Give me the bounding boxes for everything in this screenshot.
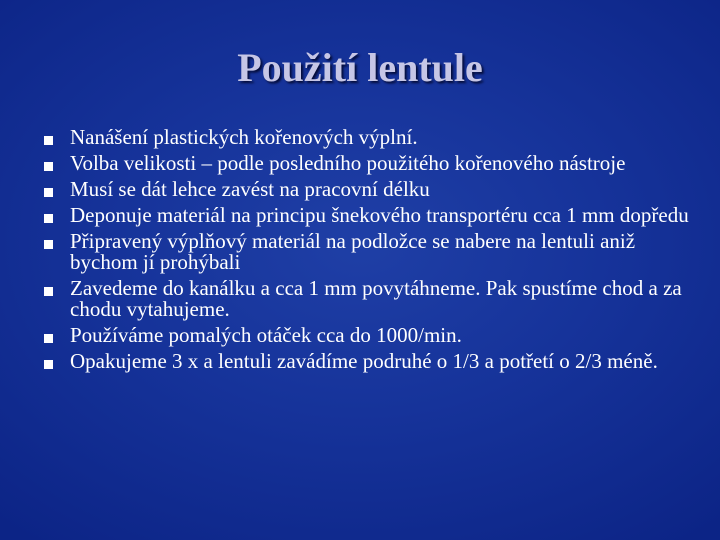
list-item <box>42 231 692 273</box>
square-bullet-icon <box>44 287 53 296</box>
square-bullet-icon <box>44 136 53 145</box>
bullet-text: Volba velikosti – podle posledního použitého kořenového nástroje <box>70 151 626 175</box>
list-item <box>42 205 692 226</box>
bullet-text: Deponuje materiál na principu šnekového transportéru cca 1 mm dopředu <box>70 203 689 227</box>
square-bullet-icon <box>44 334 53 343</box>
bullet-text: Musí se dát lehce zavést na pracovní délku <box>70 177 430 201</box>
bullet-text: Používáme pomalých otáček cca do 1000/min. <box>70 323 462 347</box>
bullet-text: Připravený výplňový materiál na podložce se nabere na lentuli aniž bychom jí prohýbali <box>70 229 636 274</box>
square-bullet-icon <box>44 214 53 223</box>
list-item <box>42 278 692 320</box>
bullet-text: Zavedeme do kanálku a cca 1 mm povytáhneme. Pak spustíme chod a za chodu vytahujeme. <box>70 276 682 321</box>
square-bullet-icon <box>44 188 53 197</box>
list-item <box>42 325 692 346</box>
bullet-text: Opakujeme 3 x a lentuli zavádíme podruhé o 1/3 a potřetí o 2/3 méně. <box>70 349 658 373</box>
bullet-list <box>42 127 692 377</box>
slide-title: Použití lentule <box>237 45 483 90</box>
list-item <box>42 153 692 174</box>
square-bullet-icon <box>44 240 53 249</box>
square-bullet-icon <box>44 162 53 171</box>
list-item <box>42 127 692 148</box>
list-item <box>42 179 692 200</box>
list-item <box>42 351 692 372</box>
square-bullet-icon <box>44 360 53 369</box>
bullet-text: Nanášení plastických kořenových výplní. <box>70 125 418 149</box>
